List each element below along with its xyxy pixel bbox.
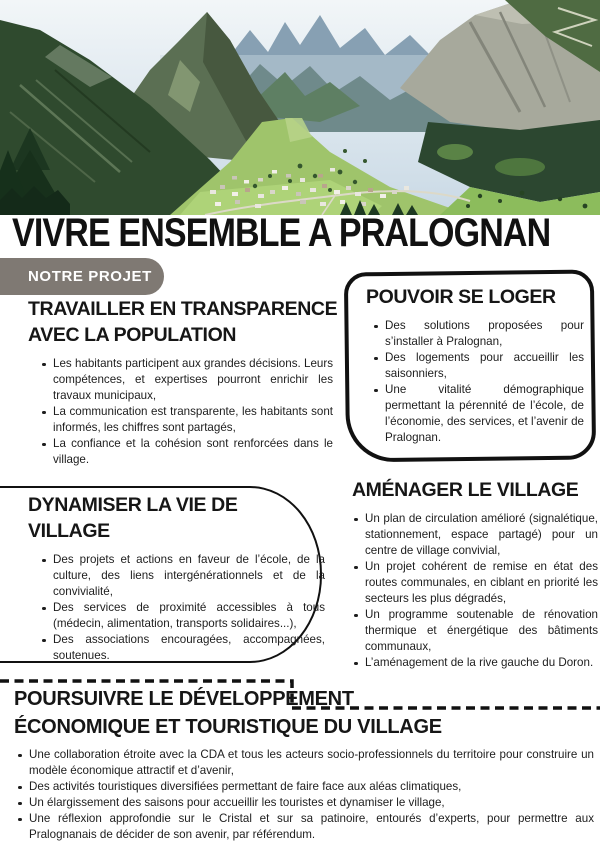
alpine-valley-photo — [0, 0, 600, 215]
alpine-valley-illustration — [0, 0, 600, 215]
bullet-item: Une collaboration étroite avec la CDA et tous les acteurs socio-professionnels du territoire pour construire un modèle économique attractif et d’avenir, — [16, 747, 594, 779]
section-transparence — [28, 296, 340, 468]
bullet-item: Un plan de circulation amélioré (signalétique, stationnement, espace partagé) pour un centre de village convivial, — [352, 511, 598, 559]
bullet-item: La communication est transparente, les habitants sont informés, les chiffres sont partagés, — [40, 404, 333, 436]
bullet-item: Les habitants participent aux grandes décisions. Leurs compétences, et expertises pourront enrichir les travaux municipaux, — [40, 356, 333, 404]
section-dynamiser — [28, 492, 325, 664]
bullet-item: Des associations encouragées, accompagnées, soutenues. — [40, 632, 325, 664]
project-badge — [0, 258, 164, 295]
bullet-item: Des solutions proposées pour s’installer à Pralognan, — [372, 318, 584, 350]
section-developpement-bullets — [14, 747, 594, 843]
section-transparence-bullets — [28, 356, 333, 468]
bullet-item: Une vitalité démographique permettant la pérennité de l’école, de l’économie, des services, et l’avenir de Pralognan. — [372, 382, 584, 446]
section-developpement-heading-line2: ÉCONOMIQUE ET TOURISTIQUE DU VILLAGE — [14, 715, 442, 738]
section-developpement — [14, 686, 592, 843]
bullet-item: Une réflexion approfondie sur le Cristal et sur sa patinoire, entourés d’experts, pour permettre aux Pralognanais de décider de son avenir, par référendum. — [16, 811, 594, 843]
bullet-item: Des services de proximité accessibles à tous (médecin, alimentation, transports solidaires...), — [40, 600, 325, 632]
section-developpement-heading — [14, 686, 592, 741]
section-loger-bullets — [366, 318, 584, 446]
bullet-item: La confiance et la cohésion sont renforcées dans le village. — [40, 436, 333, 468]
bullet-item: Un élargissement des saisons pour accueillir les touristes et dynamiser le village, — [16, 795, 594, 811]
section-developpement-heading-line1: POURSUIVRE LE DÉVELOPPEMENT — [14, 688, 354, 710]
section-amenager — [352, 477, 598, 671]
bullet-item: Des activités touristiques diversifiées permettant de faire face aux aléas climatiques, — [16, 779, 594, 795]
section-loger — [366, 284, 584, 446]
project-badge-label: NOTRE PROJET — [28, 268, 152, 285]
section-amenager-bullets — [352, 511, 598, 671]
section-amenager-heading: AMÉNAGER LE VILLAGE — [352, 479, 579, 501]
bullet-item: Des logements pour accueillir les saisonniers, — [372, 350, 584, 382]
section-dynamiser-bullets — [28, 552, 325, 664]
section-dynamiser-heading: DYNAMISER LA VIE DE VILLAGE — [28, 494, 238, 542]
section-transparence-heading: TRAVAILLER EN TRANSPARENCE AVEC LA POPULATION — [28, 298, 338, 346]
bullet-item: Un projet cohérent de remise en état des routes communales, en ciblant en priorité les secteurs les plus dégradés, — [352, 559, 598, 607]
bullet-item: Un programme soutenable de rénovation thermique et énergétique des bâtiments communaux, — [352, 607, 598, 655]
bullet-item: Des projets et actions en faveur de l’école, de la culture, des liens intergénérationnels et de la convivialité, — [40, 552, 325, 600]
page-title: VIVRE ENSEMBLE A PRALOGNAN — [12, 211, 551, 255]
section-loger-heading: POUVOIR SE LOGER — [366, 286, 556, 308]
bullet-item: L’aménagement de la rive gauche du Doron. — [352, 655, 598, 671]
